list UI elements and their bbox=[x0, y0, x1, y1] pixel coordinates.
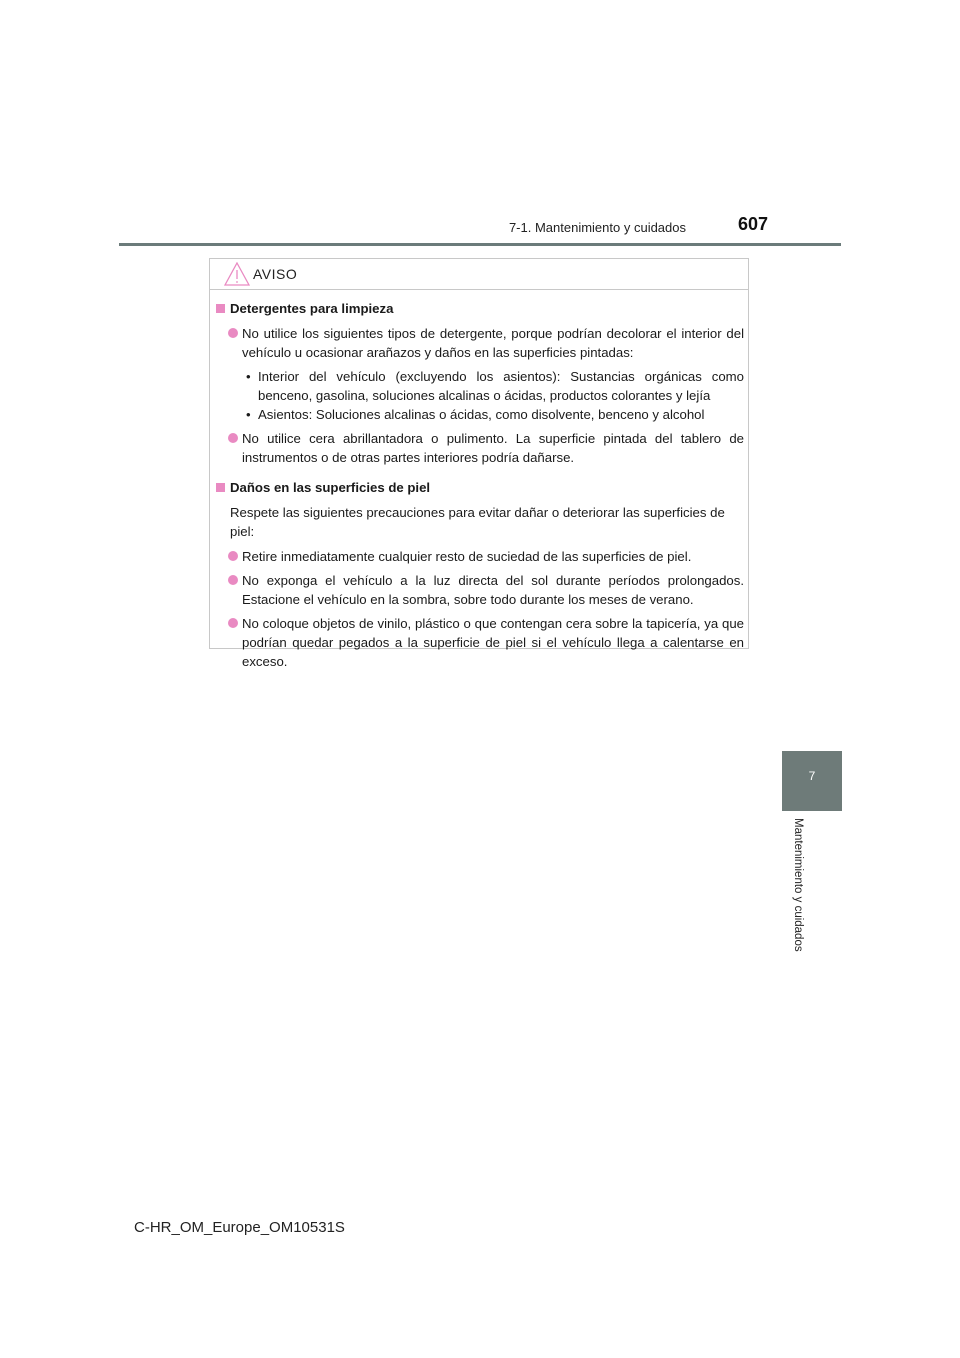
header-section-title: 7-1. Mantenimiento y cuidados bbox=[508, 220, 686, 235]
circle-bullet-icon bbox=[228, 575, 238, 585]
list-item: No coloque objetos de vinilo, plástico o que contengan cera sobre la tapicería, ya que podrían quedar pegados a la superficie de piel si el vehículo llega a calentarse en exceso. bbox=[216, 614, 744, 671]
warning-title: AVISO bbox=[253, 266, 298, 282]
square-bullet-icon bbox=[216, 483, 225, 492]
list-item: Retire inmediatamente cualquier resto de suciedad de las superficies de piel. bbox=[216, 547, 744, 566]
sub-list-item: • Asientos: Soluciones alcalinas o ácidas, como disolvente, benceno y alcohol bbox=[246, 407, 705, 422]
section-intro: Respete las siguientes precauciones para evitar dañar o deteriorar las superficies de piel: bbox=[230, 505, 725, 539]
header-rule bbox=[119, 243, 841, 246]
page-number: 607 bbox=[738, 214, 769, 234]
warning-header bbox=[210, 259, 748, 290]
chapter-tab bbox=[782, 751, 842, 811]
footer-document-code: C-HR_OM_Europe_OM10531S bbox=[134, 1219, 345, 1236]
sub-list-item: • Interior del vehículo (excluyendo los asientos): Sustancias orgánicas como benceno, gasolina, soluciones alcalinas o ácidas, productos colorantes y lejía bbox=[246, 369, 744, 403]
square-bullet-icon bbox=[216, 304, 225, 313]
list-item: No utilice los siguientes tipos de detergente, porque podrían decolorar el interior del vehículo u ocasionar arañazos y daños en las superficies pintadas: bbox=[216, 324, 744, 362]
sub-bullet-icon: • bbox=[246, 369, 251, 384]
circle-bullet-icon bbox=[228, 618, 238, 628]
circle-bullet-icon bbox=[228, 433, 238, 443]
section-title: Detergentes para limpieza bbox=[216, 299, 744, 318]
sub-bullet-icon: • bbox=[246, 407, 251, 422]
chapter-side-label: Mantenimiento y cuidados bbox=[792, 818, 804, 952]
warning-box bbox=[209, 258, 749, 669]
section-title: Daños en las superficies de piel bbox=[216, 478, 744, 497]
warning-triangle-icon bbox=[224, 262, 250, 286]
warning-content bbox=[216, 299, 744, 676]
circle-bullet-icon bbox=[228, 551, 238, 561]
list-item: No utilice cera abrillantadora o pulimento. La superficie pintada del tablero de instrumentos o de otras partes interiores podría dañarse. bbox=[216, 429, 744, 467]
list-item: No exponga el vehículo a la luz directa del sol durante períodos prolongados. Estacione el vehículo en la sombra, sobre todo durante los meses de verano. bbox=[216, 571, 744, 609]
circle-bullet-icon bbox=[228, 328, 238, 338]
chapter-number: 7 bbox=[808, 769, 816, 783]
